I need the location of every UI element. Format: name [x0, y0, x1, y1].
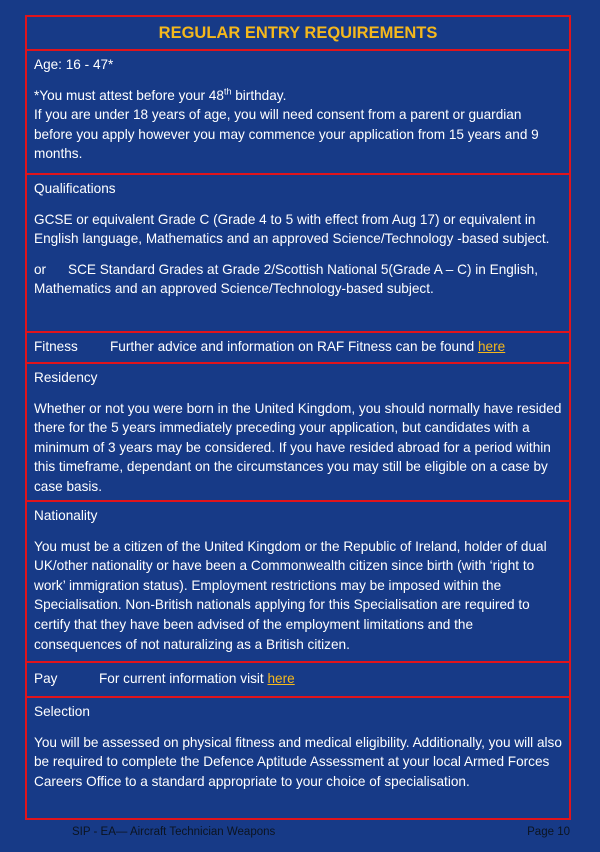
- nationality-section: [27, 500, 569, 661]
- pay-label: Pay: [34, 671, 58, 686]
- or-label: or: [34, 261, 47, 277]
- nationality-text: You must be a citizen of the United Kingdom or the Republic of Ireland, holder of dual UK/other nationality or have been a Commonwealth citizen since birth (with ‘right to work’ immigration status). Employment restrictions may be imposed within the Specialisation. Non-British nationals applying for this Specialisation are required to certify that they have been advised of the employment limitations and the consequences of not naturalizing as a British citizen.: [34, 538, 547, 652]
- page-title: REGULAR ENTRY REQUIREMENTS: [158, 24, 438, 42]
- selection-label: Selection: [34, 704, 90, 719]
- fitness-section: [27, 331, 569, 362]
- qualifications-text-1: GCSE or equivalent Grade C (Grade 4 to 5 with effect from Aug 17) or equivalent in English language, Mathematics and an approved Science/Technology -based subject.: [34, 211, 550, 247]
- nationality-label: Nationality: [34, 508, 98, 523]
- residency-label: Residency: [34, 370, 98, 385]
- pay-text: For current information visit: [99, 671, 268, 686]
- requirements-table: [25, 15, 571, 820]
- qualifications-label: Qualifications: [34, 181, 116, 196]
- fitness-text: Further advice and information on RAF Fitness can be found: [110, 339, 478, 354]
- residency-section: [27, 362, 569, 500]
- pay-section: [27, 661, 569, 696]
- selection-section: [27, 696, 569, 818]
- qualifications-text-2: or SCE Standard Grades at Grade 2/Scottish National 5(Grade A – C) in English, Mathematics and an approved Science/Technology-based subject.: [34, 261, 538, 297]
- residency-text: Whether or not you were born in the United Kingdom, you should normally have resided there for the 5 years immediately preceding your application, but candidates with a minimum of 3 years may be considered. If you have resided abroad for a period within this timeframe, dependant on the circumstances you may still be eligible on a case by case basis.: [34, 400, 562, 494]
- qualifications-section: [27, 173, 569, 331]
- selection-text: You will be assessed on physical fitness and medical eligibility. Additionally, you will also be required to complete the Defence Aptitude Assessment at your local Armed Forces Careers Office to a standard appropriate to your choice of specialisation.: [34, 734, 562, 789]
- age-text: If you are under 18 years of age, you will need consent from a parent or guardian before you apply however you may commence your application from 15 years and 9 months.: [34, 107, 539, 162]
- page-footer: [72, 826, 570, 838]
- footer-document-title: SIP - EA— Aircraft Technician Weapons: [72, 826, 276, 838]
- age-note: *You must attest before your 48th birthday.: [34, 86, 287, 103]
- fitness-label: Fitness: [34, 339, 78, 354]
- age-section: [27, 49, 569, 173]
- pay-here-link[interactable]: here: [267, 671, 295, 686]
- age-label: Age: 16 - 47*: [34, 57, 114, 72]
- footer-page-number: Page 10: [527, 826, 570, 838]
- fitness-here-link[interactable]: here: [477, 339, 506, 354]
